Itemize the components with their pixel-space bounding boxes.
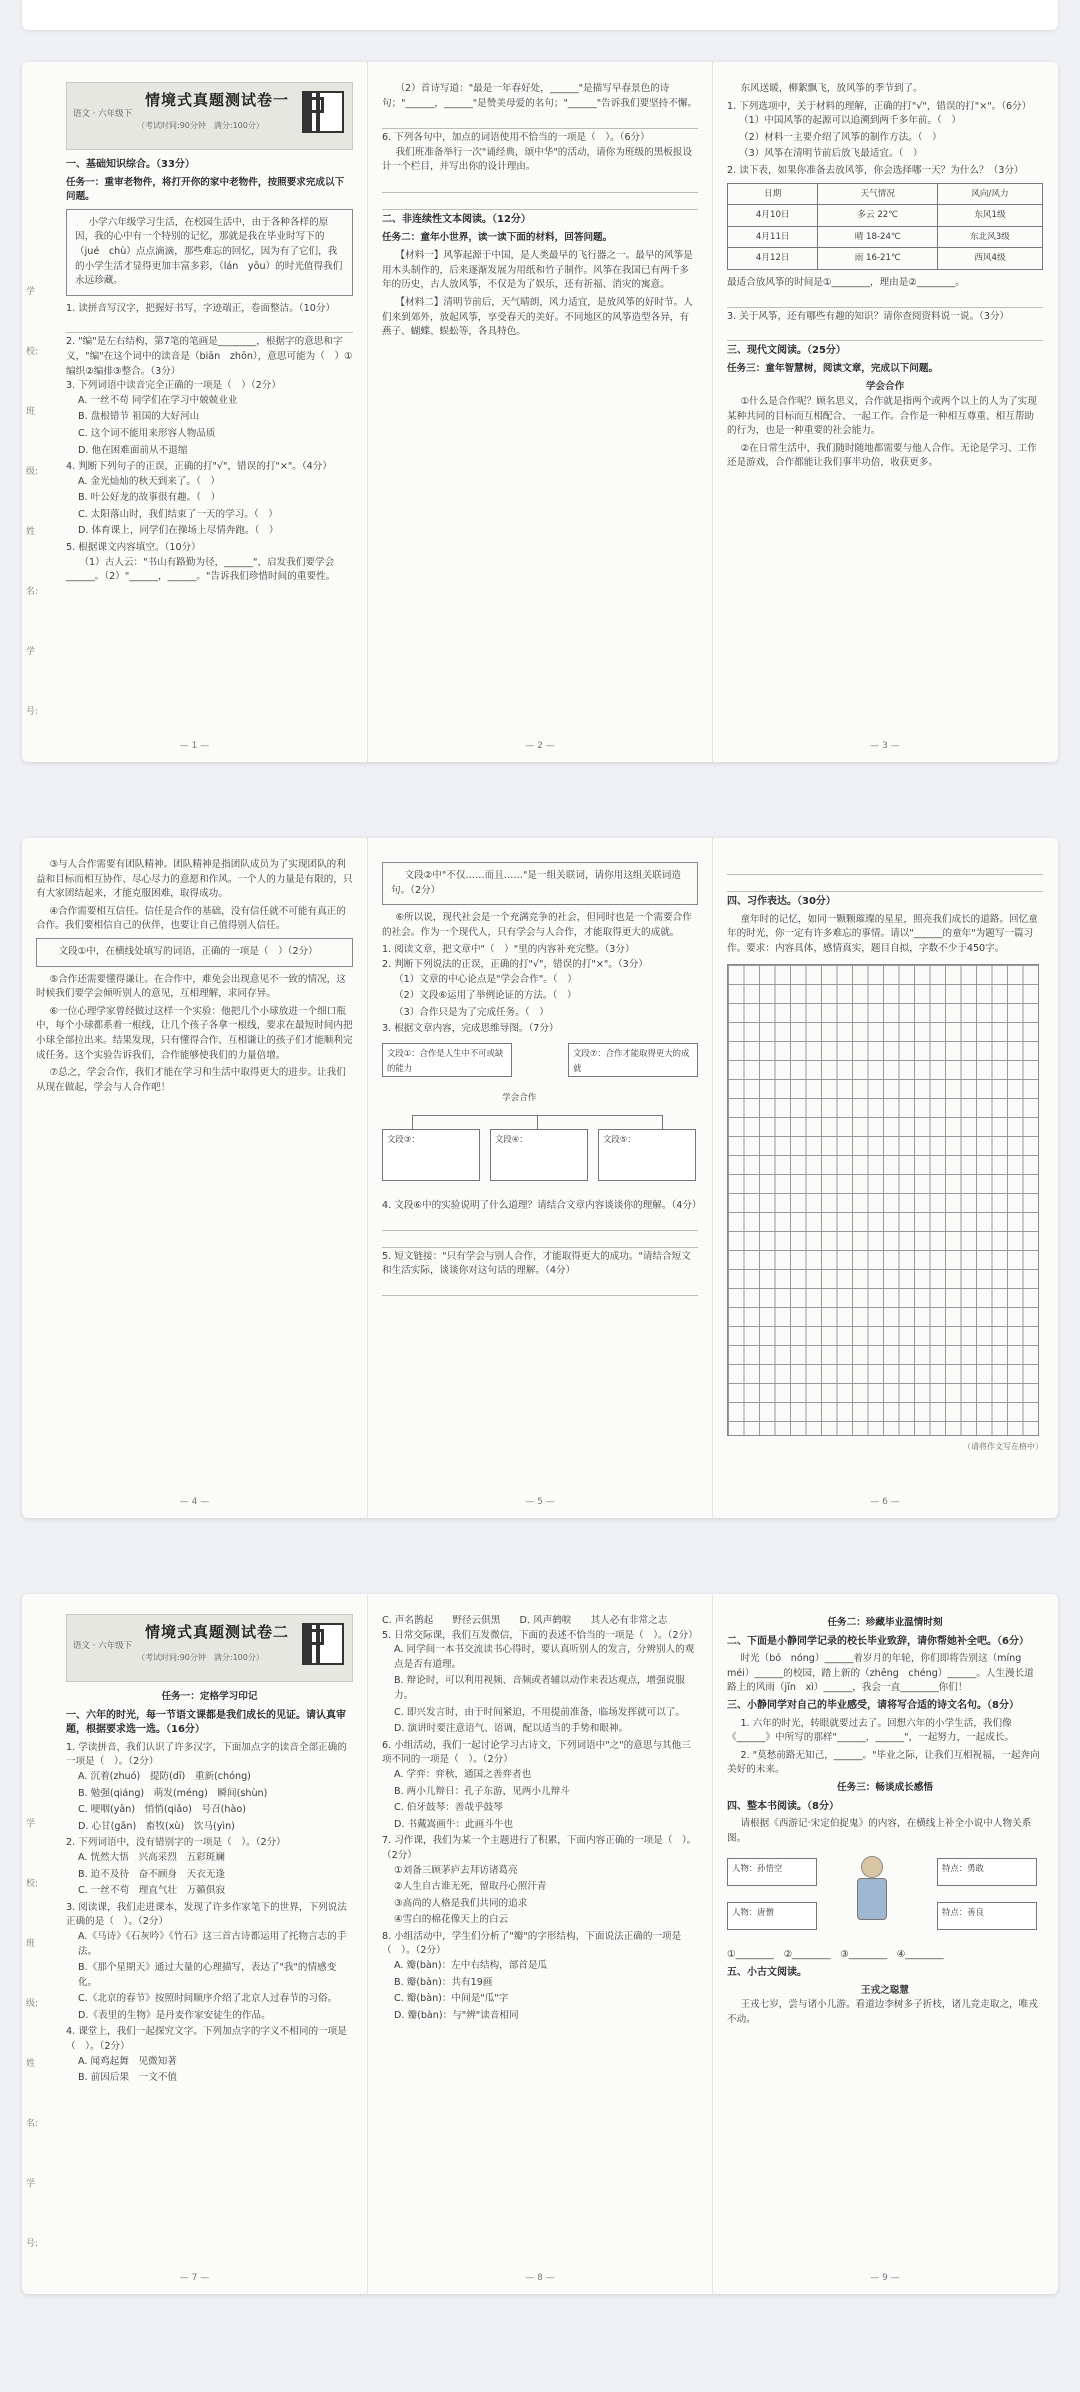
connector [662,1115,663,1129]
table-header: 日期 [728,183,818,205]
binding-name: 姓名: [26,2059,39,2129]
page-1 [22,62,367,762]
page-number: — 2 — [525,741,555,752]
question: 3. 根据文章内容，完成思维导图。（7分） [382,1023,559,1035]
option: A. 闻鸡起舞 见微知著 [78,2055,177,2067]
composition-grid[interactable] [727,964,1039,1436]
weather-table [727,183,1043,270]
option: D. 体育课上，同学们在操场上尽情奔跑。（ ） [78,525,279,537]
option: B. 瓣(bàn)：共有19画 [394,1976,493,1988]
article-paragraph: ⑤合作还需要懂得谦让。在合作中，难免会出现意见不一致的情况，这时候我们要学会倾听别人的意见，互相理解，求同存异。 [36,973,346,1000]
option: C. 哽咽(yān) 悄悄(qiǎo) 号召(hào) [78,1804,246,1816]
page-2 [367,62,712,762]
mind-map-node: 文段①：合作是人生中不可或缺的能力 [382,1043,512,1077]
option: C. 这个词不能用来形容人物品质 [78,427,216,439]
page-4 [22,838,367,1518]
page-number: — 5 — [525,1497,555,1508]
option: C. 伯牙鼓琴：善哉乎鼓琴 [394,1802,503,1814]
option: B. 前因后果 一文不值 [78,2072,178,2084]
option: C. 即兴发言时，由于时间紧迫，不用提前准备，临场发挥就可以了。 [394,1706,686,1718]
exam-header [66,1614,353,1682]
article-paragraph: ⑦总之，学会合作，我们才能在学习和生活中取得更大的进步。让我们从现在做起，学会与人合作吧！ [36,1067,346,1093]
page-number: — 9 — [870,2273,900,2284]
question-text: C. 声名鹊起 野径云俱黑 D. 风声鹤唳 其人必有非常之志 [382,1615,668,1626]
option: （3）合作只是为了完成任务。（ ） [394,1006,549,1018]
task-heading: 任务三：畅谈成长感悟 [837,1781,933,1793]
table-row [728,226,1043,248]
article-title: 学会合作 [865,381,905,393]
option: C.《北京的春节》按照时间顺序介绍了北京人过春节的习俗。 [78,1993,338,2005]
mind-map-center: 学会合作 [502,1092,537,1103]
answer-line[interactable] [727,326,1043,341]
question-text: （1）古人云："书山有路勤为径，______"，启发我们要学会______。（2）"______，______。"告诉我们珍惜时间的重要性。 [66,556,336,583]
page-7 [22,1594,367,2294]
page-number: — 6 — [870,1497,900,1508]
question: 5. 短文链接："只有学会与别人合作，才能取得更大的成功。"请结合短文和生活实际，谈谈你对这句话的理解。（4分） [382,1250,691,1277]
option: A. 一丝不苟 同学们在学习中兢兢业业 [78,394,238,406]
page-number: — 4 — [179,1497,210,1508]
section-heading: 三、小静同学对自己的毕业感受，请将写合适的诗文名句。（8分） [727,1699,1019,1711]
option: B. 叶公好龙的故事很有趣。（ ） [78,492,221,504]
section-heading: 四、习作表达。（30分） [727,896,836,907]
question: 6. 下列各句中，加点的词语使用不恰当的一项是（ ）。（6分） [382,132,650,144]
option: （3）风筝在清明节前后放飞最适宜。（ ） [739,148,923,160]
section-heading: 四、整本书阅读。（8分） [727,1800,839,1812]
table-cell: 西风4级 [937,248,1042,270]
exam-subtitle: （考试时间:90分钟 满分:100分） [137,121,264,130]
option: A. 瓣(bàn)：左中右结构，部首是瓜 [394,1960,548,1972]
article-paragraph: ⑥一位心理学家曾经做过这样一个实验：他把几个小球放进一个细口瓶中，每个小球都系着一根线，让几个孩子各拿一根线，要求在最短时间内把小球全部拉出来。结果发现，只有懂得合作、互相谦让的孩子们才能顺利完成任务。这个实验告诉我们，合作能够使我们的力量倍增。 [36,1005,353,1061]
student-illustration-icon [852,1856,890,1926]
task-heading: 任务二：珍藏毕业温情时刻 [827,1617,943,1628]
question: 2. 下列词语中，没有错别字的一项是（ ）。（2分） [66,1837,286,1849]
option: B. 辩论时，可以利用视频、音频或者辅以动作来表达观点，增强说服力。 [394,1675,685,1701]
option: A. 同学间一本书交流读书心得时，要认真听别人的发言，分辨别人的观点是否有道理。 [394,1644,695,1670]
option: D. 演讲时要注意语气、语调，配以适当的手势和眼神。 [394,1723,629,1735]
table-cell: 雨 16-21℃ [818,248,937,270]
option: D. 瓣(bàn)：与"辨"读音相同 [394,2009,519,2021]
mind-map-node[interactable]: 文段③： [382,1129,480,1181]
question-text: 时光（bó nóng）______着岁月的年轮，你们即将告别这（míng méi）______的校园，踏上新的（zhēng chéng）______。人生漫长道路上的风雨（jīn xì）______，我会一直________你们！ [727,1653,1034,1694]
mind-map-node[interactable]: 文段④： [490,1129,588,1181]
grade-label: 语文 · 六年级下 [73,1641,133,1651]
binding-class: 班级: [26,1939,39,2009]
binding-school: 学校: [26,287,39,357]
table-cell: 东风1级 [937,205,1042,227]
exam-spread-1[interactable] [22,62,1058,762]
section-heading: 三、现代文阅读。（25分） [727,345,846,357]
question-text: （2）首诗写道："最是一年春好处，______"是描写早春景色的诗句；"______，______"是赞美母爱的名句；"______"告诉我们要坚持不懈。 [382,83,698,109]
page-number: — 3 — [870,741,900,752]
option: B. 迫不及待 奋不顾身 天衣无逢 [78,1868,225,1880]
passage-box: 小学六年级学习生活，在校园生活中，由于各种各样的原因，我的心中有一个特别的记忆，那就是我在毕业时写下的（jué chù）点点滴滴，那些难忘的回忆，因为有了它们，我的小学生活才显得更加丰富多彩，（lán yōu）的时光值得我们永远珍藏。 [66,209,353,296]
qr-code-icon[interactable] [302,91,344,133]
previous-page-strip [22,0,1058,30]
question-text: 东风送暖，柳絮飘飞，放风筝的季节到了。 [740,83,923,94]
section-heading: 二、下面是小静同学记录的校长毕业致辞，请你帮她补全吧。（6分） [727,1635,1029,1647]
article-paragraph: ①什么是合作呢？顾名思义，合作就是指两个或两个以上的人为了实现某种共同的目标而互相配合、一起工作。合作是一种相互尊重、相互帮助的行为，也是一种重要的社会能力。 [727,395,1037,437]
table-header: 天气情况 [818,183,937,205]
option: B.《那个星期天》通过大量的心理描写，表达了"我"的情感变化。 [78,1962,337,1988]
qr-code-icon[interactable] [302,1623,344,1665]
article-paragraph: ③与人合作需要有团队精神。团队精神是指团队成员为了实现团队的利益和目标而相互协作、尽心尽力的意愿和作风。一个人的力量是有限的，只有大家团结起来，才能克服困难，取得成功。 [36,859,353,900]
option: A. 恍然大悟 兴高采烈 五彩斑斓 [78,1851,225,1863]
question-text: 我们班准备举行一次"诵经典，颂中华"的活动，请你为班级的黑板报设计一个栏目，并写出你的设计理由。 [382,146,693,173]
question: 3. 阅读课，我们走进课本，发现了许多作家笔下的世界，下列说法正确的是（ ）。（2分） [66,1901,347,1928]
answer-line[interactable] [727,877,1043,892]
mind-map [382,1043,698,1193]
option: （1）中国风筝的起源可以追溯到两千多年前。（ ） [739,115,961,127]
question-box: 文段②中"不仅……而且……"是一组关联词，请你用这组关联词造句。（2分） [382,862,698,905]
question: 4. 课堂上，我们一起探究文字。下列加点字的字义不相同的一项是（ ）。（2分） [66,2026,347,2053]
page-3 [712,62,1057,762]
option: C. 太阳落山时，我们结束了一天的学习。（ ） [78,508,278,520]
option: B. 两小儿辩日：孔子东游，见两小儿辩斗 [394,1785,570,1797]
section-heading: 一、基础知识综合。（33分） [66,159,195,170]
page-8 [367,1594,712,2294]
connector [537,1115,538,1129]
binding-school: 学校: [26,1819,39,1889]
question: 5. 根据课文内容填空。（10分） [66,542,201,554]
material-2: 【材料二】清明节前后，天气晴朗，风力适宜，是放风筝的好时节。人们来到郊外，放起风筝，享受春天的美好。不同地区的风筝造型各异，有燕子、蝴蝶、蜈蚣等，各具特色。 [382,296,693,338]
task-heading: 任务一：定格学习印记 [161,1691,258,1702]
connector [412,1115,413,1129]
option: C. 瓣(bàn)：中间是"瓜"字 [394,1993,509,2005]
option: ④雪白的棉花像天上的白云 [394,1914,509,1926]
mind-map-node: 文段⑦：合作才能取得更大的成就 [568,1043,698,1077]
option: A.《马诗》《石灰吟》《竹石》这三首古诗都运用了托物言志的手法。 [78,1930,347,1957]
option: （2）文段⑥运用了举例论证的方法。（ ） [394,990,577,1002]
article-paragraph: ④合作需要相互信任。信任是合作的基础，没有信任就不可能有真正的合作。我们要相信自己的伙伴，也要让自己值得别人信任。 [36,905,346,932]
question-box: 文段①中，在横线处填写的词语，正确的一项是（ ）（2分） [36,938,353,967]
option: D. 书戴嵩画牛：此画斗牛也 [394,1818,514,1830]
question: 4. 文段⑥中的实验说明了什么道理？请结合文章内容谈谈你的理解。（4分） [382,1199,702,1211]
answer-line[interactable] [382,1216,698,1231]
question: 6. 小组活动，我们一起讨论学习古诗文，下列词语中"之"的意思与其他三项不同的一项是（ ）。（2分） [382,1739,691,1766]
question-text: 请根据《西游记·宋定伯捉鬼》的内容，在横线上补全小说中人物关系图。 [727,1818,1032,1844]
question: 2. 读下表，如果你准备去放风筝，你会选择哪一天？为什么？（3分） [727,164,1024,176]
page-5 [367,838,712,1518]
question: 1. 学读拼音，我们认识了许多汉字，下面加点字的读音全部正确的一项是（ ）。（2分） [66,1741,347,1768]
answer-line[interactable] [66,318,353,333]
exam-subtitle: （考试时间:90分钟 满分:100分） [137,1653,264,1662]
question: 1. 下列选项中，关于材料的理解，正确的打"√"，错误的打"×"。（6分） [727,100,1032,112]
answer-line[interactable] [382,178,698,193]
exam-title: 情境式真题测试卷二 [145,1623,290,1641]
answer-line[interactable] [382,1281,698,1296]
table-cell: 多云 22℃ [818,205,937,227]
table-cell: 4月11日 [728,226,818,248]
option: A. 学弈：弈秋，通国之善弈者也 [394,1768,532,1780]
question: 5. 日常交际课，我们互发微信，下面的表述不恰当的一项是（ ）。（2分） [382,1629,698,1641]
option: D. 心甘(gān) 畜牧(xù) 饮马(yìn) [78,1820,235,1832]
question-text: 最适合放风筝的时间是①________，理由是②________。 [727,276,965,288]
option: A. 沉着(zhuó) 提防(dī) 重新(chóng) [78,1770,251,1782]
page-6 [712,838,1057,1518]
binding-class: 班级: [26,407,39,477]
option: ①刘备三顾茅庐去拜访诸葛亮 [394,1864,518,1876]
table-cell: 东北风3级 [937,226,1042,248]
question: 3. 关于风筝，还有哪些有趣的知识？请你查阅资料说一说。（3分） [727,310,1010,322]
table-header: 风向/风力 [937,183,1042,205]
question: 1. 阅读文章，把文章中"（ ）"里的内容补充完整。（3分） [382,944,635,956]
character-box: 人物：唐僧 [727,1902,817,1930]
exam-spread-2[interactable] [22,838,1058,1518]
question-text: 1. 六年的时光，转眼就要过去了。回想六年的小学生活，我们像《______》中所写的那样"______，______"，一起努力，一起成长。 [727,1717,1015,1744]
binding-number: 学号: [26,2179,39,2249]
binding-margin [26,1794,44,2274]
answer-line[interactable] [382,1233,698,1248]
question: 3. 下列词语中读音完全正确的一项是（ ）（2分） [66,380,281,392]
character-diagram [727,1852,1043,1942]
table-row [728,248,1043,270]
task-heading: 任务一：重审老物件，将打开你的家中老物件，按照要求完成以下问题。 [66,176,345,203]
option: （1）文章的中心论点是"学会合作"。（ ） [394,973,577,985]
binding-name: 姓名: [26,527,39,597]
option: B. 盘根错节 祖国的大好河山 [78,411,200,423]
material-1: 【材料一】风筝起源于中国，是人类最早的飞行器之一。最早的风筝是用木头制作的，后来逐渐发展为用纸和竹子制作。风筝在我国已有两千多年的历史，古人放风筝，不仅是为了娱乐，还有祈福、消灾的寓意。 [382,250,693,291]
question: 2. "编"是左右结构，第7笔的笔画是________，根据字的意思和字义，"编"在这个词中的读音是（biān zhōn），意思可能为（ ）①编织②编排③整合。（3分） [66,336,353,377]
question: 7. 习作课，我们为某一个主题进行了积累，下面内容正确的一项是（ ）。（2分） [382,1835,697,1861]
table-row [728,205,1043,227]
exam-title: 情境式真题测试卷一 [145,91,290,109]
answer-line[interactable] [727,293,1043,308]
table-cell: 晴 18-24℃ [818,226,937,248]
page-number: — 7 — [179,2273,210,2284]
question: 8. 小组活动中，学生们分析了"瓣"的字形结构，下面说法正确的一项是（ ）。（2分） [382,1930,682,1957]
character-box: 特点：善良 [937,1902,1037,1930]
option: D.《表里的生物》是丹麦作家安徒生的作品。 [78,2009,271,2021]
grid-note: （请将作文写在格中） [963,1442,1043,1452]
page-9 [712,1594,1057,2294]
question: 2. 判断下列说法的正误，正确的打"√"，错误的打"×"。（3分） [382,958,648,970]
article-paragraph: ②在日常生活中，我们随时随地都需要与他人合作。无论是学习、工作还是游戏，合作都能让我们事半功倍，收获更多。 [727,442,1037,469]
question: 4. 判断下列句子的正误，正确的打"√"，错误的打"×"。（4分） [66,461,332,473]
table-cell: 4月12日 [728,248,818,270]
section-heading: 五、小古文阅读。 [727,1966,807,1978]
answer-line[interactable] [727,860,1043,875]
option: ②人生自古谁无死，留取丹心照汗青 [394,1881,547,1893]
grade-label: 语文 · 六年级下 [73,109,133,119]
option: ③高尚的人格是我们共同的追求 [394,1897,528,1909]
task-heading: 任务三：童年智慧树，阅读文章，完成以下问题。 [727,362,939,374]
character-box: 特点：勇敢 [937,1858,1037,1886]
binding-number: 学号: [26,647,39,717]
binding-margin [26,262,44,742]
exam-spread-3[interactable] [22,1594,1058,2294]
question-text: 2. "莫愁前路无知己，______。"毕业之际，让我们互相祝福，一起奔向美好的未来。 [727,1749,1040,1776]
page-number: — 8 — [525,2273,555,2284]
answer-line[interactable] [382,195,698,210]
article-title: 王戎之聪慧 [861,1984,909,1996]
task-heading: 任务二：童年小世界，读一读下面的材料，回答问题。 [382,231,613,243]
section-heading: 二、非连续性文本阅读。（12分） [382,213,531,225]
question: 1. 读拼音写汉字，把握好书写，字迹端正，卷面整洁。（10分） [66,302,336,314]
article-paragraph: 王戎七岁，尝与诸小儿游。看道边李树多子折枝，诸儿竞走取之，唯戎不动。 [727,1999,1038,2025]
option: A. 金光灿灿的秋天到来了。（ ） [78,475,221,487]
option: B. 勉强(qiáng) 萌发(méng) 瞬间(shùn) [78,1787,268,1799]
character-box: 人物：孙悟空 [727,1858,817,1886]
section-heading: 一、六年的时光，每一节语文课都是我们成长的见证。请认真审题，根据要求选一选。（16分） [66,1709,346,1736]
page-number: — 1 — [179,741,210,752]
table-cell: 4月10日 [728,205,818,227]
option: C. 一丝不苟 理直气壮 万籁俱寂 [78,1885,226,1897]
answer-blanks[interactable]: ①________ ②________ ③________ ④________ [727,1949,944,1961]
mind-map-node[interactable]: 文段⑤： [598,1129,696,1181]
option: D. 他在困难面前从不退缩 [78,444,188,456]
answer-line[interactable] [382,114,698,129]
article-paragraph: ⑥所以说，现代社会是一个充满竞争的社会，但同时也是一个需要合作的社会。作为一个现代人，只有学会与人合作，才能取得更大的成就。 [382,912,692,938]
exam-header [66,82,353,150]
writing-prompt: 童年时的记忆，如同一颗颗璀璨的星星，照亮我们成长的道路。回忆童年的时光，你一定有许多难忘的事情。请以"______的童年"为题写一篇习作。要求：内容具体，感情真实，题目自拟，字数不少于450字。 [727,913,1038,954]
option: （2）材料一主要介绍了风筝的制作方法。（ ） [739,131,942,143]
